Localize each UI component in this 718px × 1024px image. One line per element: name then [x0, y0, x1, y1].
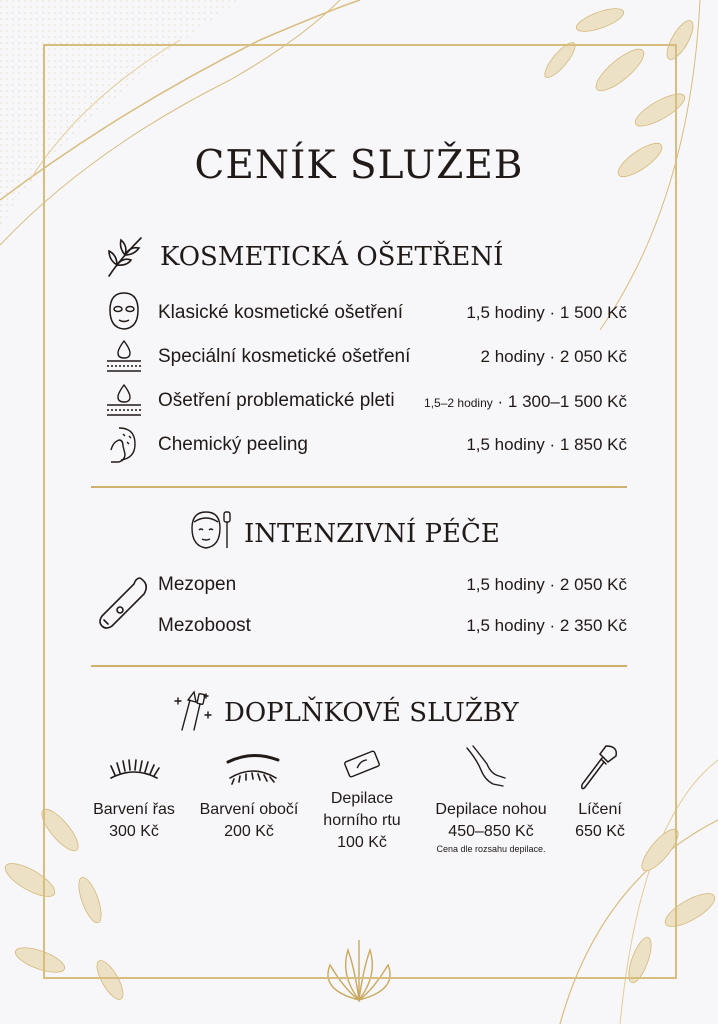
extra-service-barveni-oboci: [189, 799, 309, 843]
section-heading-doplnkove: DOPLŇKOVÉ SLUŽBY: [224, 698, 519, 728]
extra-price: 200 Kč: [224, 823, 274, 840]
skin-drop-icon: [104, 382, 144, 418]
extra-price: 650 Kč: [575, 823, 625, 840]
service-price: 1,5 hodiny · 2 050 Kč: [466, 575, 627, 594]
extra-price: 100 Kč: [337, 834, 387, 851]
face-mask-icon: [106, 290, 142, 332]
page-title: CENÍK SLUŽEB: [194, 143, 524, 188]
extra-price: 300 Kč: [109, 823, 159, 840]
service-price: 1,5 hodiny · 2 350 Kč: [466, 616, 627, 635]
makeup-brush-icon: [580, 742, 620, 792]
section-heading-kosmeticka: KOSMETICKÁ OŠETŘENÍ: [160, 242, 504, 272]
brush-sparkle-icon: [172, 690, 214, 732]
skin-drop-icon: [104, 338, 144, 374]
legs-icon: [463, 744, 507, 790]
service-name: Ošetření problematické pleti: [158, 390, 395, 411]
service-price: [424, 392, 627, 412]
extra-label: Líčení: [578, 801, 622, 818]
service-duration: 1,5–2 hodiny: [424, 396, 493, 410]
extra-label: horního rtu: [323, 812, 401, 829]
wax-strip-icon: [342, 748, 382, 782]
service-name: Klasické kosmetické ošetření: [158, 302, 403, 323]
extra-label: Barvení řas: [93, 801, 175, 818]
extra-label: Depilace nohou: [435, 801, 547, 818]
extra-service-liceni: [540, 799, 660, 843]
extra-label: Barvení obočí: [199, 801, 299, 818]
service-price: 1,5 hodiny · 1 500 Kč: [466, 303, 627, 322]
extra-service-depilace-rtu: [302, 788, 422, 854]
section-divider: [91, 665, 627, 667]
extra-label: Depilace: [330, 790, 394, 807]
extra-price: 450–850 Kč: [448, 823, 534, 840]
service-price: 1,5 hodiny · 1 850 Kč: [466, 435, 627, 454]
extra-service-barveni-ras: [74, 799, 194, 843]
eyelashes-icon: [107, 758, 161, 784]
service-price: 2 hodiny · 2 050 Kč: [480, 347, 627, 366]
extra-service-depilace-nohou: [426, 799, 556, 855]
service-name: Speciální kosmetické ošetření: [158, 346, 411, 367]
section-divider: [91, 486, 627, 488]
leaf-branch-icon: [103, 234, 147, 280]
extra-note: Cena dle rozsahu depilace.: [436, 844, 546, 854]
face-touch-icon: [105, 424, 143, 464]
face-roller-icon: [186, 508, 234, 552]
service-amount: · 1 300–1 500 Kč: [492, 392, 627, 411]
service-name: Mezoboost: [158, 615, 251, 636]
service-name: Chemický peeling: [158, 434, 308, 455]
service-name: Mezopen: [158, 574, 237, 595]
section-heading-intenzivni: INTENZIVNÍ PÉČE: [244, 519, 500, 549]
eyebrow-icon: [224, 752, 282, 788]
dermapen-icon: [96, 574, 152, 632]
